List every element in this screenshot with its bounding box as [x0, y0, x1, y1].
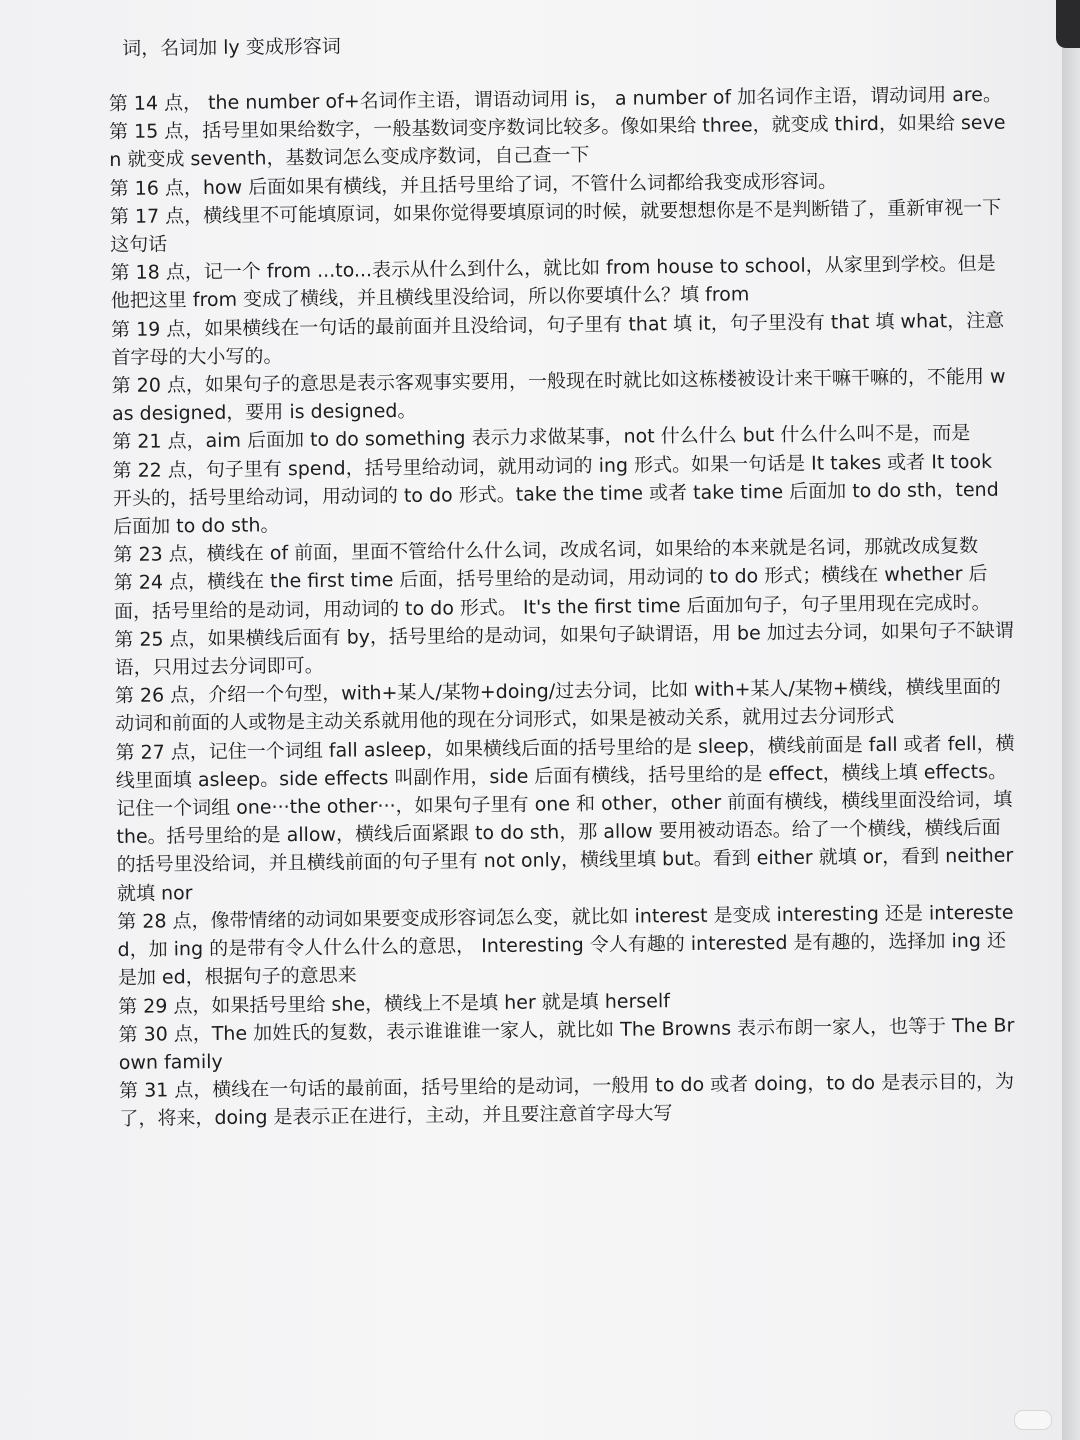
point-17: 第 17 点，横线里不可能填原词，如果你觉得要填原词的时候，就要想想你是不是判断错了，重新审视一下这句话 — [109, 196, 1002, 257]
point-18: 第 18 点，记一个 from ...to...表示从什么到什么，就比如 from house to school，从家里到学校。但是他把这里 from 变成了横线，并且横线里没给词，所以你要填什么？填 from — [110, 252, 996, 313]
notes-content — [108, 23, 1019, 1134]
watermark-badge — [1014, 1410, 1052, 1430]
point-21: 第 21 点，aim 后面加 to do something 表示力求做某事，not 什么什么 but 什么什么叫不是，而是 — [112, 422, 971, 454]
point-28: 第 28 点，像带情绪的动词如果要变成形容词怎么变，就比如 interest 是变成 interesting 还是 interested，加 ing 的是带有令人什么什么的意思， Interesting 令人有趣的 interested 是有趣的，选择加 ing 还是加 ed，根据句子的意思来 — [117, 901, 1014, 990]
point-14: 第 14 点， the number of+名词作主语，谓语动词用 is， a number of 加名词作主语，谓动词用 are。 — [108, 83, 1003, 115]
point-23: 第 23 点，横线在 of 前面，里面不管给什么什么词，改成名词，如果给的本来就是名词，那就改成复数 — [113, 535, 979, 567]
point-26: 第 26 点，介绍一个句型，with+某人/某物+doing/过去分词，比如 with+某人/某物+横线，横线里面的动词和前面的人或物是主动关系就用他的现在分词形式，如果是被动关系，就用过去分词形式 — [114, 675, 1001, 736]
point-30: 第 30 点，The 加姓氏的复数，表示谁谁谁一家人，就比如 The Browns 表示布朗一家人，也等于 The Brown family — [118, 1014, 1015, 1074]
header-line: 词，名词加 ly 变成形容词 — [122, 35, 341, 60]
point-25: 第 25 点，如果横线后面有 by，括号里给的是动词，如果句子缺谓语，用 be 加过去分词，如果句子不缺谓语，只用过去分词即可。 — [114, 619, 1014, 680]
page-edge — [1062, 0, 1080, 1440]
point-29: 第 29 点，如果括号里给 she，横线上不是填 her 就是填 herself — [118, 989, 670, 1018]
dark-corner — [1056, 0, 1080, 48]
point-16: 第 16 点，how 后面如果有横线，并且括号里给了词，不管什么词都给我变成形容词。 — [109, 169, 838, 200]
point-22: 第 22 点，句子里有 spend，括号里给动词，就用动词的 ing 形式。如果一句话是 It takes 或者 It took 开头的，括号里给动词，用动词的 to do 形式。take the time 或者 take time 后面加 to do sth，tend 后面加 to do sth。 — [112, 450, 999, 539]
point-20: 第 20 点，如果句子的意思是表示客观事实要用，一般现在时就比如这栋楼被设计来干嘛干嘛的，不能用 was designed，要用 is designed。 — [111, 365, 1006, 426]
point-15: 第 15 点，括号里如果给数字，一般基数词变序数词比较多。像如果给 three，就变成 third，如果给 seven 就变成 seventh，基数词怎么变成序数词，自己查一下 — [108, 111, 1006, 172]
point-24: 第 24 点，横线在 the first time 后面，括号里给的是动词，用动词的 to do 形式；横线在 whether 后面，括号里给的是动词，用动词的 to do 形式。 It's the first time 后面加句子，句子里用现在完成时。 — [113, 563, 991, 623]
point-19: 第 19 点，如果横线在一句话的最前面并且没给词，句子里有 that 填 it，句子里没有 that 填 what，注意首字母的大小写的。 — [111, 309, 1005, 369]
point-27: 第 27 点，记住一个词组 fall asleep，如果横线后面的括号里给的是 sleep，横线前面是 fall 或者 fell，横线里面填 asleep。side effects 叫副作用，side 后面有横线，括号里给的是 effect，横线上填 effects。记住一个词组 one···the other···，如果句子里有 one 和 other，other 前面有横线，横线里面没给词，填 the。括号里给的是 allow，横线后面紧跟 to do sth，那 allow 要用被动语态。给了一个横线，横线后面的括号里没给词，并且横线前面的句子里有 not only，横线里填 but。看到 either 就填 or，看到 neither 就填 nor — [115, 732, 1015, 905]
point-31: 第 31 点，横线在一句话的最前面，括号里给的是动词，一般用 to do 或者 doing，to do 是表示目的，为了，将来，doing 是表示正在进行，主动，并且要注意首字母大写 — [118, 1070, 1015, 1131]
